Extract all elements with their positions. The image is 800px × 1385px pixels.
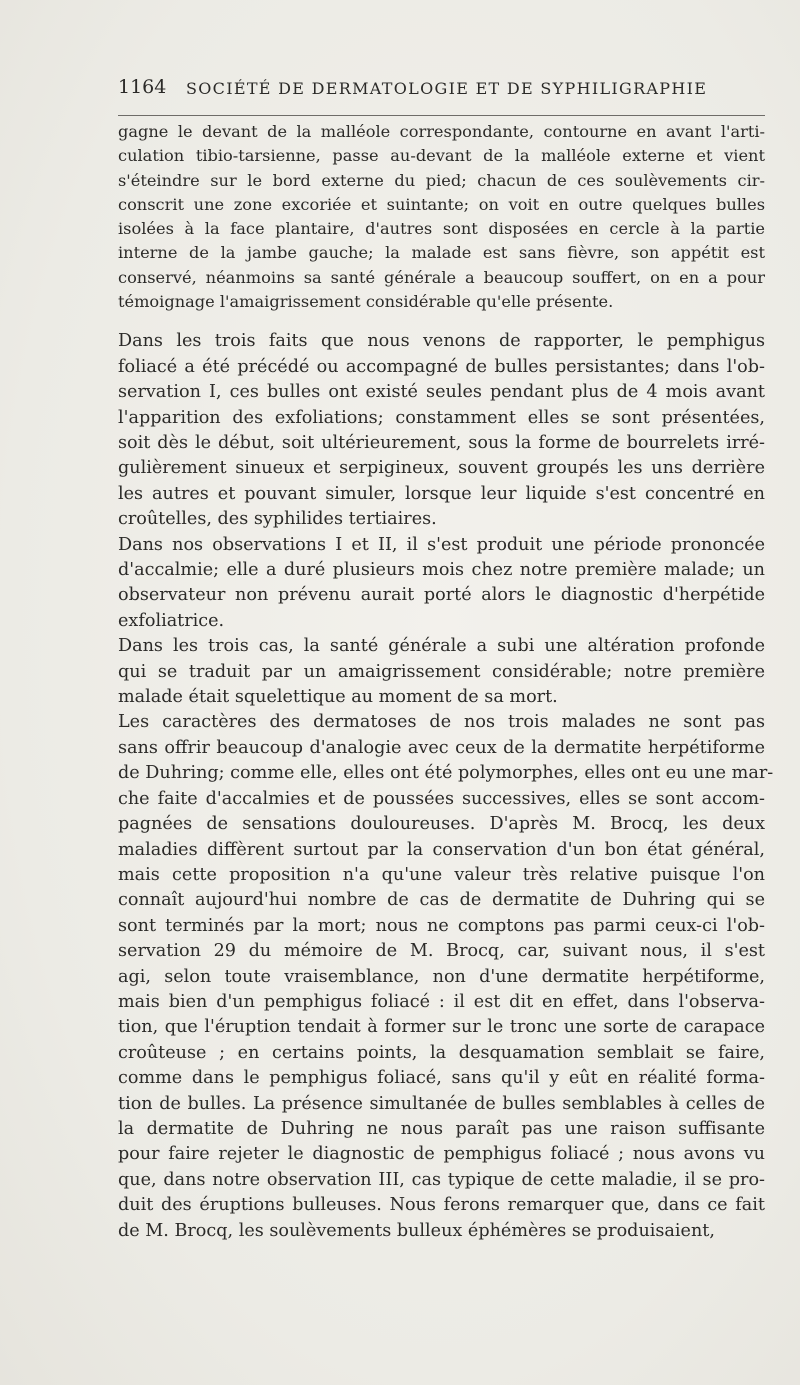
text-line: mais bien d'un pemphigus foliacé : il est dit en effet, dans l'observa- xyxy=(118,991,765,1012)
text-line: connaît aujourd'hui nombre de cas de dermatite de Duhring qui se xyxy=(118,890,765,911)
text-line: interne de la jambe gauche; la malade est sans fièvre, son appétit est xyxy=(118,243,765,263)
text-line: témoignage l'amaigrissement considérable qu'elle présente. xyxy=(118,292,614,312)
text-line: servation 29 du mémoire de M. Brocq, car, suivant nous, il s'est xyxy=(118,941,765,962)
text-line: Dans les trois cas, la santé générale a subi une altération profonde xyxy=(118,636,765,657)
text-line: d'accalmie; elle a duré plusieurs mois chez notre première malade; un xyxy=(118,560,765,581)
text-line: Les caractères des dermatoses de nos trois malades ne sont pas xyxy=(118,712,765,733)
text-line: conscrit une zone excoriée et suintante; on voit en outre quelques bulles xyxy=(118,194,765,214)
page-number: 1164 xyxy=(118,76,167,98)
paragraph xyxy=(118,329,765,532)
text-line: soit dès le début, soit ultérieurement, sous la forme de bourrelets irré- xyxy=(118,433,765,453)
text-line: conservé, néanmoins sa santé générale a beaucoup souffert, on en a pour xyxy=(118,267,765,287)
text-line: de M. Brocq, les soulèvements bulleux éphémères se produisaient, xyxy=(118,1220,715,1241)
text-line: que, dans notre observation III, cas typique de cette maladie, il se pro- xyxy=(118,1169,765,1190)
paragraph xyxy=(118,533,765,635)
text-line: pagnées de sensations douloureuses. D'après M. Brocq, les deux xyxy=(118,814,765,835)
paragraph xyxy=(118,710,774,1244)
running-header xyxy=(118,76,765,102)
text-line: sont terminés par la mort; nous ne comptons pas parmi ceux-ci l'ob- xyxy=(118,915,765,936)
paragraph xyxy=(118,120,765,314)
text-line: croûteuse ; en certains points, la desquamation semblait se faire, xyxy=(118,1042,765,1063)
text-line: malade était squelettique au moment de sa mort. xyxy=(118,687,558,708)
text-line: Dans les trois faits que nous venons de rapporter, le pemphigus xyxy=(118,331,765,352)
text-line: duit des éruptions bulleuses. Nous ferons remarquer que, dans ce fait xyxy=(118,1195,765,1216)
paragraph xyxy=(118,634,765,710)
text-line: exfoliatrice. xyxy=(118,610,225,631)
text-line: servation I, ces bulles ont existé seules pendant plus de 4 mois avant xyxy=(118,382,765,403)
text-line: pour faire rejeter le diagnostic de pemphigus foliacé ; nous avons vu xyxy=(118,1144,765,1165)
text-line: l'apparition des exfoliations; constamment elles se sont présentées, xyxy=(118,407,765,428)
text-line: observateur non prévenu aurait porté alors le diagnostic d'herpétide xyxy=(118,585,765,606)
text-line: tion de bulles. La présence simultanée de bulles semblables à celles de xyxy=(118,1093,765,1114)
text-line: foliacé a été précédé ou accompagné de bulles persistantes; dans l'ob- xyxy=(118,356,765,377)
text-line: les autres et pouvant simuler, lorsque leur liquide s'est concentré en xyxy=(118,483,765,504)
text-line: agi, selon toute vraisemblance, non d'une dermatite herpétiforme, xyxy=(118,966,765,987)
text-line: mais cette proposition n'a qu'une valeur très relative puisque l'on xyxy=(118,864,765,885)
text-line: culation tibio-tarsienne, passe au-devant de la malléole externe et vient xyxy=(118,146,765,166)
header-rule xyxy=(118,115,765,116)
text-line: qui se traduit par un amaigrissement considérable; notre première xyxy=(118,661,765,682)
running-title: SOCIÉTÉ DE DERMATOLOGIE ET DE SYPHILIGRAPHIE xyxy=(186,79,708,98)
text-line: che faite d'accalmies et de poussées successives, elles se sont accom- xyxy=(118,788,765,809)
body-text xyxy=(118,120,774,1244)
text-line: isolées à la face plantaire, d'autres sont disposées en cercle à la partie xyxy=(118,219,765,239)
text-line: Dans nos observations I et II, il s'est produit une période prononcée xyxy=(118,534,765,555)
text-line: de Duhring; comme elle, elles ont été polymorphes, elles ont eu une mar- xyxy=(118,763,774,784)
text-line: la dermatite de Duhring ne nous paraît pas une raison suffisante xyxy=(118,1118,765,1139)
text-line: maladies diffèrent surtout par la conservation d'un bon état général, xyxy=(118,839,765,860)
text-line: s'éteindre sur le bord externe du pied; chacun de ces soulèvements cir- xyxy=(118,170,765,190)
text-line: gagne le devant de la malléole correspondante, contourne en avant l'arti- xyxy=(118,122,765,141)
text-line: croûtelles, des syphilides tertiaires. xyxy=(118,509,437,530)
text-line: tion, que l'éruption tendait à former sur le tronc une sorte de carapace xyxy=(118,1017,765,1038)
text-line: comme dans le pemphigus foliacé, sans qu'il y eût en réalité forma- xyxy=(118,1068,765,1089)
text-line: gulièrement sinueux et serpigineux, souvent groupés les uns derrière xyxy=(118,458,765,479)
text-line: sans offrir beaucoup d'analogie avec ceux de la dermatite herpétiforme xyxy=(118,737,765,758)
